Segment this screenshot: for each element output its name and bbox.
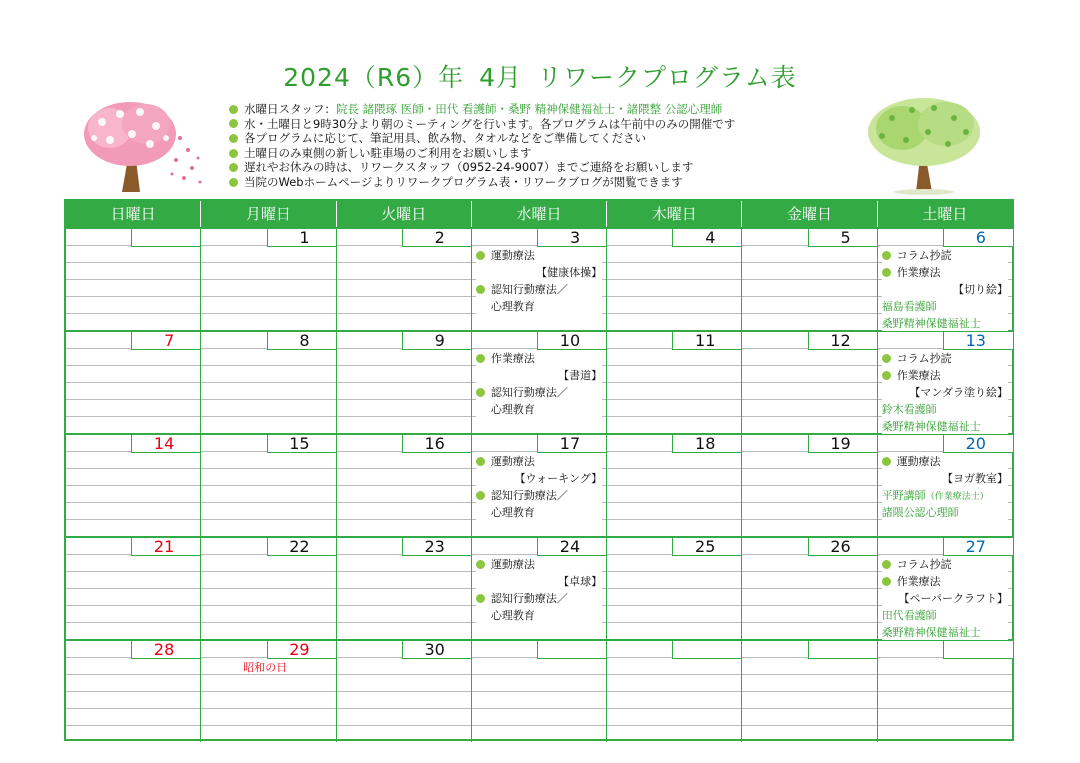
date-number: 11 <box>672 332 742 350</box>
program-detail: 【健康体操】 <box>476 265 602 281</box>
day-cell <box>471 435 606 536</box>
program-line <box>882 557 1008 573</box>
date-number: 5 <box>808 229 878 247</box>
day-cell <box>200 435 335 536</box>
bullet-icon <box>476 491 485 500</box>
note-text: 遅れやお休みの時は、リワークスタッフ（0952-24-9007）までご連絡をお願いします <box>244 160 694 175</box>
bullet-icon <box>229 119 238 128</box>
program-name: 認知行動療法／ <box>490 592 568 605</box>
date-number: 3 <box>537 229 607 247</box>
day-cell <box>471 229 606 330</box>
date-number: 1 <box>267 229 337 247</box>
program-line <box>476 557 602 573</box>
bullet-icon <box>882 560 891 569</box>
program-line <box>476 591 602 607</box>
program-line <box>882 351 1008 367</box>
day-cell <box>200 229 335 330</box>
staff-name: 田代看護師 <box>882 608 1008 624</box>
bullet-icon <box>882 251 891 260</box>
title-year: 2024（R6）年 <box>283 63 465 92</box>
date-number: 2 <box>402 229 472 247</box>
bullet-icon <box>476 560 485 569</box>
day-cell <box>471 641 606 742</box>
program-name: 作業療法 <box>896 266 941 279</box>
program-line <box>882 368 1008 384</box>
note-text: 当院のWebホームページよりリワークプログラム表・リワークブログが閲覧できます <box>244 174 683 189</box>
day-cell <box>471 332 606 433</box>
program-line <box>882 265 1008 281</box>
day-cell <box>606 435 741 536</box>
day-cell <box>877 435 1012 536</box>
week-row <box>66 227 1012 330</box>
weekday-thu: 木曜日 <box>606 201 741 227</box>
date-number <box>943 641 1013 659</box>
staff-name: 福島看護師 <box>882 299 1008 315</box>
note-item <box>229 175 859 190</box>
weekday-sun: 日曜日 <box>110 205 156 223</box>
note-staff-label: 水曜日スタッフ： <box>244 102 336 116</box>
date-number: 20 <box>943 435 1013 453</box>
date-number: 27 <box>943 538 1013 556</box>
bullet-icon <box>229 134 238 143</box>
staff-name: 諸隈公認心理師 <box>882 505 1008 521</box>
day-cell <box>606 538 741 639</box>
program-name: コラム抄読 <box>896 558 952 571</box>
program-name-cont: 心理教育 <box>476 505 602 521</box>
day-cell <box>741 435 876 536</box>
program-name: コラム抄読 <box>896 352 952 365</box>
day-cell <box>66 641 200 742</box>
program-name: 認知行動療法／ <box>490 489 568 502</box>
date-number: 16 <box>402 435 472 453</box>
bullet-icon <box>476 251 485 260</box>
note-item <box>229 131 859 146</box>
program-name: 認知行動療法／ <box>490 283 568 296</box>
date-number: 8 <box>267 332 337 350</box>
day-cell <box>741 229 876 330</box>
bullet-icon <box>476 388 485 397</box>
bullet-icon <box>882 577 891 586</box>
program-name: 認知行動療法／ <box>490 386 568 399</box>
bullet-icon <box>229 163 238 172</box>
date-number: 30 <box>402 641 472 659</box>
program-name: 作業療法 <box>490 352 535 365</box>
day-cell <box>471 538 606 639</box>
note-item <box>229 146 859 161</box>
day-cell <box>200 538 335 639</box>
day-cell <box>741 538 876 639</box>
notes-list <box>229 102 859 190</box>
bullet-icon <box>882 457 891 466</box>
week-row <box>66 433 1012 536</box>
program-line <box>882 454 1008 470</box>
date-number: 12 <box>808 332 878 350</box>
program-line <box>476 248 602 264</box>
note-text: 水・土曜日と9時30分より朝のミーティングを行います。各プログラムは午前中のみの開催です <box>244 116 736 131</box>
program-detail: 【マンダラ塗り絵】 <box>882 385 1008 401</box>
date-number: 10 <box>537 332 607 350</box>
weekday-tue: 火曜日 <box>336 201 471 227</box>
day-cell <box>336 538 471 639</box>
date-number: 4 <box>672 229 742 247</box>
staff-name: 桑野精神保健福祉士 <box>882 316 1008 331</box>
program-name: 作業療法 <box>896 369 941 382</box>
note-staff-names: 院長 諸隈琢 医師・田代 看護師・桑野 精神保健福祉士・諸隈整 公認心理師 <box>336 102 723 116</box>
day-cell <box>606 641 741 742</box>
program-name: 運動療法 <box>490 558 535 571</box>
day-cell <box>741 332 876 433</box>
title-name: リワークプログラム表 <box>536 63 797 92</box>
program-detail: 【ヨガ教室】 <box>882 471 1008 487</box>
date-number: 15 <box>267 435 337 453</box>
date-number: 25 <box>672 538 742 556</box>
note-staff <box>229 102 859 117</box>
bullet-icon <box>476 594 485 603</box>
date-number: 18 <box>672 435 742 453</box>
day-cell <box>336 641 471 742</box>
weekday-sat: 土曜日 <box>877 201 1012 227</box>
program-line <box>882 248 1008 264</box>
program-detail: 【切り絵】 <box>882 282 1008 298</box>
day-cell <box>66 435 200 536</box>
note-item <box>229 160 859 175</box>
day-cell <box>877 229 1012 330</box>
program-line <box>476 488 602 504</box>
date-number: 9 <box>402 332 472 350</box>
date-number: 23 <box>402 538 472 556</box>
date-number: 6 <box>943 229 1013 247</box>
program-detail: 【卓球】 <box>476 574 602 590</box>
staff-role-note: （作業療法士） <box>925 492 989 502</box>
note-text: 各プログラムに応じて、筆記用具、飲み物、タオルなどをご準備してください <box>244 131 647 146</box>
bullet-icon <box>476 354 485 363</box>
note-item <box>229 117 859 132</box>
page-title <box>0 58 1080 94</box>
holiday-label: 昭和の日 <box>243 661 288 674</box>
program-line <box>476 282 602 298</box>
day-cell <box>66 538 200 639</box>
program-name-cont: 心理教育 <box>476 299 602 315</box>
green-tree-icon <box>862 92 992 196</box>
day-cell <box>336 229 471 330</box>
date-number: 19 <box>808 435 878 453</box>
date-number: 24 <box>537 538 607 556</box>
staff-name: 鈴木看護師 <box>882 402 1008 418</box>
staff-name: 桑野精神保健福祉士 <box>882 625 1008 640</box>
note-text: 土曜日のみ東側の新しい駐車場のご利用をお願いします <box>244 145 532 160</box>
program-name-cont: 心理教育 <box>476 402 602 418</box>
bullet-icon <box>882 354 891 363</box>
day-cell <box>200 332 335 433</box>
program-detail: 【書道】 <box>476 368 602 384</box>
date-number <box>672 641 742 659</box>
program-detail: 【ウォーキング】 <box>476 471 602 487</box>
week-row <box>66 639 1012 742</box>
calendar <box>64 199 1014 741</box>
date-number <box>537 641 607 659</box>
weekday-header <box>66 201 1012 227</box>
program-name-cont: 心理教育 <box>476 608 602 624</box>
bullet-icon <box>882 371 891 380</box>
day-cell <box>200 641 335 742</box>
day-cell <box>66 332 200 433</box>
date-number: 17 <box>537 435 607 453</box>
date-number <box>808 641 878 659</box>
staff-name <box>882 488 1008 504</box>
date-number <box>131 229 201 247</box>
program-name: 運動療法 <box>896 455 941 468</box>
bullet-icon <box>476 457 485 466</box>
day-cell <box>336 435 471 536</box>
date-number: 26 <box>808 538 878 556</box>
program-name: 作業療法 <box>896 575 941 588</box>
bullet-icon <box>476 285 485 294</box>
program-line <box>476 385 602 401</box>
date-number: 28 <box>131 641 201 659</box>
day-cell <box>877 332 1012 433</box>
program-line <box>882 574 1008 590</box>
program-line <box>476 351 602 367</box>
program-name: 運動療法 <box>490 249 535 262</box>
bullet-icon <box>229 178 238 187</box>
day-cell <box>877 538 1012 639</box>
date-number: 21 <box>131 538 201 556</box>
bullet-icon <box>229 149 238 158</box>
day-cell <box>66 229 200 330</box>
day-cell <box>606 229 741 330</box>
bullet-icon <box>882 268 891 277</box>
day-cell <box>606 332 741 433</box>
staff-name-text: 平野講師 <box>881 489 926 502</box>
program-line <box>476 454 602 470</box>
date-number: 29 <box>267 641 337 659</box>
bullet-icon <box>229 105 238 114</box>
week-row <box>66 330 1012 433</box>
weekday-mon: 月曜日 <box>200 201 335 227</box>
day-cell <box>877 641 1012 742</box>
date-number: 22 <box>267 538 337 556</box>
program-name: 運動療法 <box>490 455 535 468</box>
cherry-tree-icon <box>80 98 210 194</box>
program-name: コラム抄読 <box>896 249 952 262</box>
day-cell <box>336 332 471 433</box>
program-detail: 【ペーパークラフト】 <box>882 591 1008 607</box>
date-number: 14 <box>131 435 201 453</box>
week-row <box>66 536 1012 639</box>
date-number: 13 <box>943 332 1013 350</box>
staff-name: 桑野精神保健福祉士 <box>882 419 1008 434</box>
day-cell <box>741 641 876 742</box>
weekday-wed: 水曜日 <box>471 201 606 227</box>
date-number: 7 <box>131 332 201 350</box>
weekday-fri: 金曜日 <box>741 201 876 227</box>
title-month: 4月 <box>479 63 523 92</box>
